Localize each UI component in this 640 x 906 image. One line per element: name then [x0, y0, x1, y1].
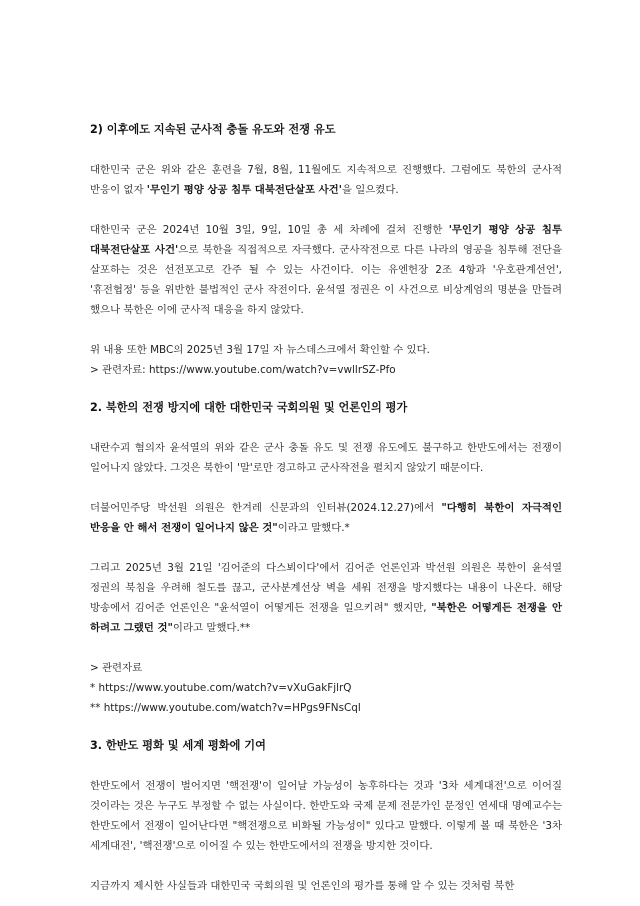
section-heading-evaluation: 2. 북한의 전쟁 방지에 대한 대한민국 국회의원 및 언론인의 평가	[90, 401, 408, 414]
paragraph-dasvoida: 그리고 2025년 3월 21일 '김어준의 다스뵈이다'에서 김어준 언론인과 박선원 의원은 북한이 윤석열 정권의 북침을 우려해 철도를 끊고, 군사분계선상 벽을 세워 전쟁을 방지했다는 내용이 나온다. 해당 방송에서 김어준 언론인은 "윤석열이 어떻게든 전쟁을 일으키려" 했지만, "북한은 어떻게든 전쟁을 안 하려고 그랬던 것"이라고 말했다.**	[90, 562, 562, 634]
references-block	[90, 658, 562, 718]
paragraph-nuclear-war: 한반도에서 전쟁이 벌어지면 '핵전쟁'이 일어날 가능성이 농후하다는 것과 '3차 세계대전'으로 이어질 것이라는 것은 누구도 부정할 수 없는 사실이다. 한반도와 국제 문제 전문가인 문정인 연세대 명예교수는 한반도에서 전쟁이 일어난다면 "핵전쟁으로 비화될 가능성이" 있다고 말했다. 이렇게 볼 때 북한은 '3차 세계대전', '핵전쟁'으로 이어질 수 있는 한반도에서의 전쟁을 방지한 것이다.	[90, 780, 562, 852]
paragraph-no-war: 내란수괴 혐의자 윤석열의 위와 같은 군사 충돌 유도 및 전쟁 유도에도 불구하고 한반도에서는 전쟁이 일어나지 않았다. 그것은 북한이 '말'로만 경고하고 군사작전을 펼치지 않았기 때문이다.	[90, 442, 562, 474]
paragraph-conclusion-start: 지금까지 제시한 사실들과 대한민국 국회의원 및 언론인의 평가를 통해 알 수 있는 것처럼 북한	[90, 880, 515, 892]
paragraph-mbc-source: 위 내용 또한 MBC의 2025년 3월 17일 자 뉴스데스크에서 확인할 수 있다.	[90, 344, 430, 356]
paragraph-park-interview: 더불어민주당 박선원 의원은 한겨레 신문과의 인터뷰(2024.12.27)에서 "다행히 북한이 자극적인 반응을 안 해서 전쟁이 일어나지 않은 것"이라고 말했다.*	[90, 502, 562, 534]
section-heading-continued-provocation: 2) 이후에도 지속된 군사적 충돌 유도와 전쟁 유도	[90, 123, 336, 136]
section-heading-peace: 3. 한반도 평화 및 세계 평화에 기여	[90, 739, 266, 752]
references-title: > 관련자료	[90, 662, 143, 674]
reference-link-1[interactable]: * https://www.youtube.com/watch?v=vXuGakFjlrQ	[90, 682, 352, 694]
paragraph-drone-incident: 대한민국 군은 2024년 10월 3일, 9일, 10일 총 세 차례에 걸쳐 진행한 '무인기 평양 상공 침투 대북전단살포 사건'으로 북한을 직접적으로 자극했다. 군사작전으로 다른 나라의 영공을 침투해 전단을 살포하는 것은 선전포고로 간주 될 수 있는 사건이다. 이는 유엔헌장 2조 4항과 '우호관계선언', '휴전협정' 등을 위반한 불법적인 군사 작전이다. 윤석열 정권은 이 사건으로 비상계엄의 명분을 만들려 했으나 북한은 이에 군사적 대응을 하지 않았다.	[90, 224, 562, 316]
reference-link-mbc[interactable]: > 관련자료: https://www.youtube.com/watch?v=vwllrSZ-Pfo	[90, 364, 396, 376]
paragraph-training-continued: 대한민국 군은 위와 같은 훈련을 7월, 8월, 11월에도 지속적으로 진행했다. 그럼에도 북한의 군사적 반응이 없자 '무인기 평양 상공 침투 대북전단살포 사건'을 일으켰다.	[90, 164, 562, 196]
reference-link-2[interactable]: ** https://www.youtube.com/watch?v=HPgs9FNsCql	[90, 702, 361, 714]
